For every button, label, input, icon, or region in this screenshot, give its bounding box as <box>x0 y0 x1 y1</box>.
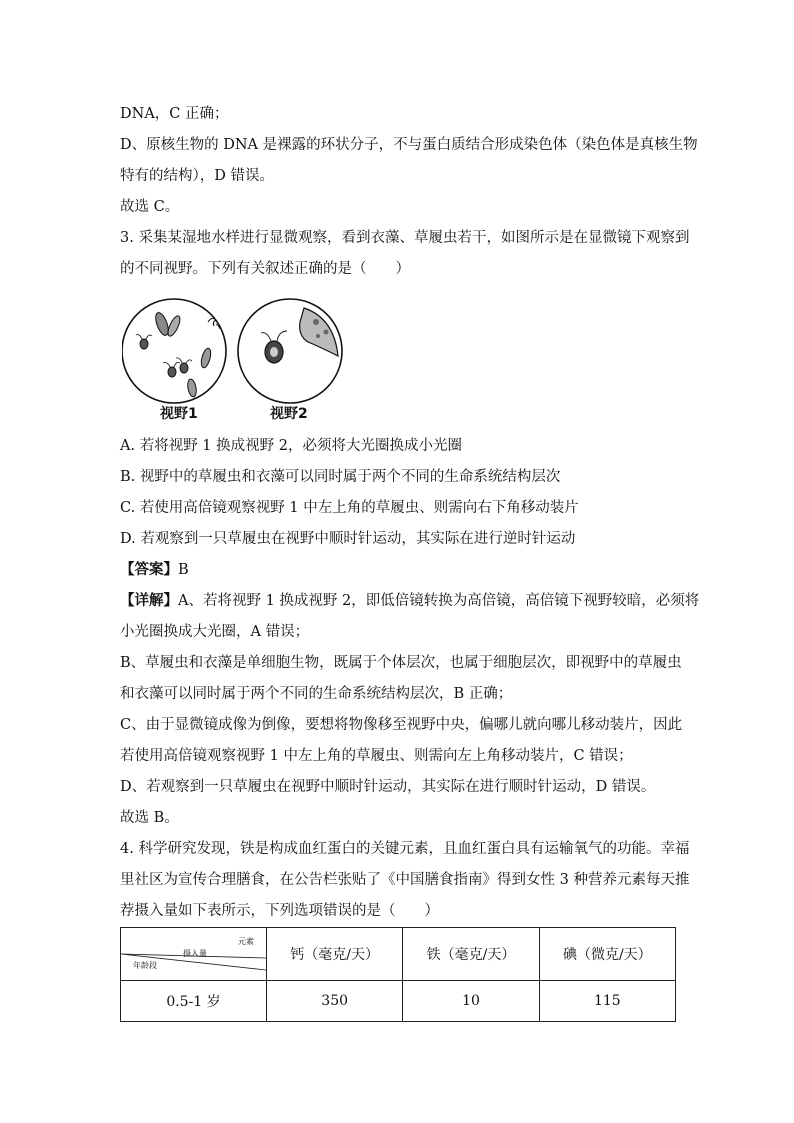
table-cell: 115 <box>539 981 675 1022</box>
detail-line: D、若观察到一只草履虫在视野中顺时针运动，其实际在进行顺时针运动，D 错误。 <box>120 779 656 795</box>
text-line: D、原核生物的 DNA 是裸露的环状分子，不与蛋白质结合形成染色体（染色体是真核生物 <box>120 137 698 153</box>
column-header: 铁（毫克/天） <box>403 928 539 981</box>
text-line: 故选 C。 <box>120 199 180 215</box>
diag-label-element: 元素 <box>238 937 254 946</box>
nutrient-table <box>120 927 676 1022</box>
detail-line: 和衣藻可以同时属于两个不同的生命系统结构层次，B 正确； <box>120 686 513 702</box>
detail-text: A、若将视野 1 换成视野 2，即低倍镜转换为高倍镜，高倍镜下视野较暗，必须将 <box>178 593 700 609</box>
detail-line: 若使用高倍镜观察视野 1 中左上角的草履虫、则需向左上角移动装片，C 错误； <box>120 748 633 764</box>
answer-line <box>120 560 189 580</box>
diag-label-age: 年龄段 <box>133 961 157 970</box>
table-cell: 10 <box>403 981 539 1022</box>
question-3-stem: 3. 采集某湿地水样进行显微观察，看到衣藻、草履虫若干，如图所示是在显微镜下观察到 <box>120 230 690 246</box>
answer-tag: 【答案】 <box>120 561 178 578</box>
option-d: D. 若观察到一只草履虫在视野中顺时针运动，其实际在进行逆时针运动 <box>120 531 576 547</box>
question-4-stem: 荐摄入量如下表所示，下列选项错误的是（ ） <box>120 903 439 919</box>
detail-line: 故选 B。 <box>120 810 179 826</box>
answer-value: B <box>178 562 189 578</box>
detail-line: 小光圈换成大光圈，A 错误； <box>120 624 310 640</box>
question-3-stem: 的不同视野。下列有关叙述正确的是（ ） <box>120 261 410 277</box>
table-row <box>121 981 676 1022</box>
detail-tag: 【详解】 <box>120 592 178 609</box>
option-c: C. 若使用高倍镜观察视野 1 中左上角的草履虫、则需向右下角移动装片 <box>120 500 579 516</box>
detail-line: C、由于显微镜成像为倒像，要想将物像移至视野中央，偏哪儿就向哪儿移动装片，因此 <box>120 717 683 733</box>
option-b: B. 视野中的草履虫和衣藻可以同时属于两个不同的生命系统结构层次 <box>120 469 561 485</box>
diagonal-header-cell <box>121 928 267 981</box>
text-line: DNA，C 正确； <box>120 106 229 122</box>
microscope-figure <box>122 296 352 426</box>
table-header-row <box>121 928 676 981</box>
microscope-views-illustration <box>122 296 352 426</box>
question-4-stem: 里社区为宣传合理膳食，在公告栏张贴了《中国膳食指南》得到女性 3 种营养元素每天推 <box>120 872 690 888</box>
detail-line <box>120 591 699 611</box>
option-a: A. 若将视野 1 换成视野 2，必须将大光圈换成小光圈 <box>120 438 462 454</box>
table-cell: 0.5-1 岁 <box>121 981 267 1022</box>
detail-line: B、草履虫和衣藻是单细胞生物，既属于个体层次，也属于细胞层次，即视野中的草履虫 <box>120 655 682 671</box>
table-cell: 350 <box>267 981 403 1022</box>
question-4-stem: 4. 科学研究发现，铁是构成血红蛋白的关键元素，且血红蛋白具有运输氧气的功能。幸福 <box>120 841 690 857</box>
column-header: 碘（微克/天） <box>539 928 675 981</box>
diag-label-intake: 摄入量 <box>183 949 207 958</box>
view-2-label: 视野2 <box>270 406 308 422</box>
text-line: 特有的结构），D 错误。 <box>120 168 274 184</box>
view-1-label: 视野1 <box>160 406 198 422</box>
column-header: 钙（毫克/天） <box>267 928 403 981</box>
